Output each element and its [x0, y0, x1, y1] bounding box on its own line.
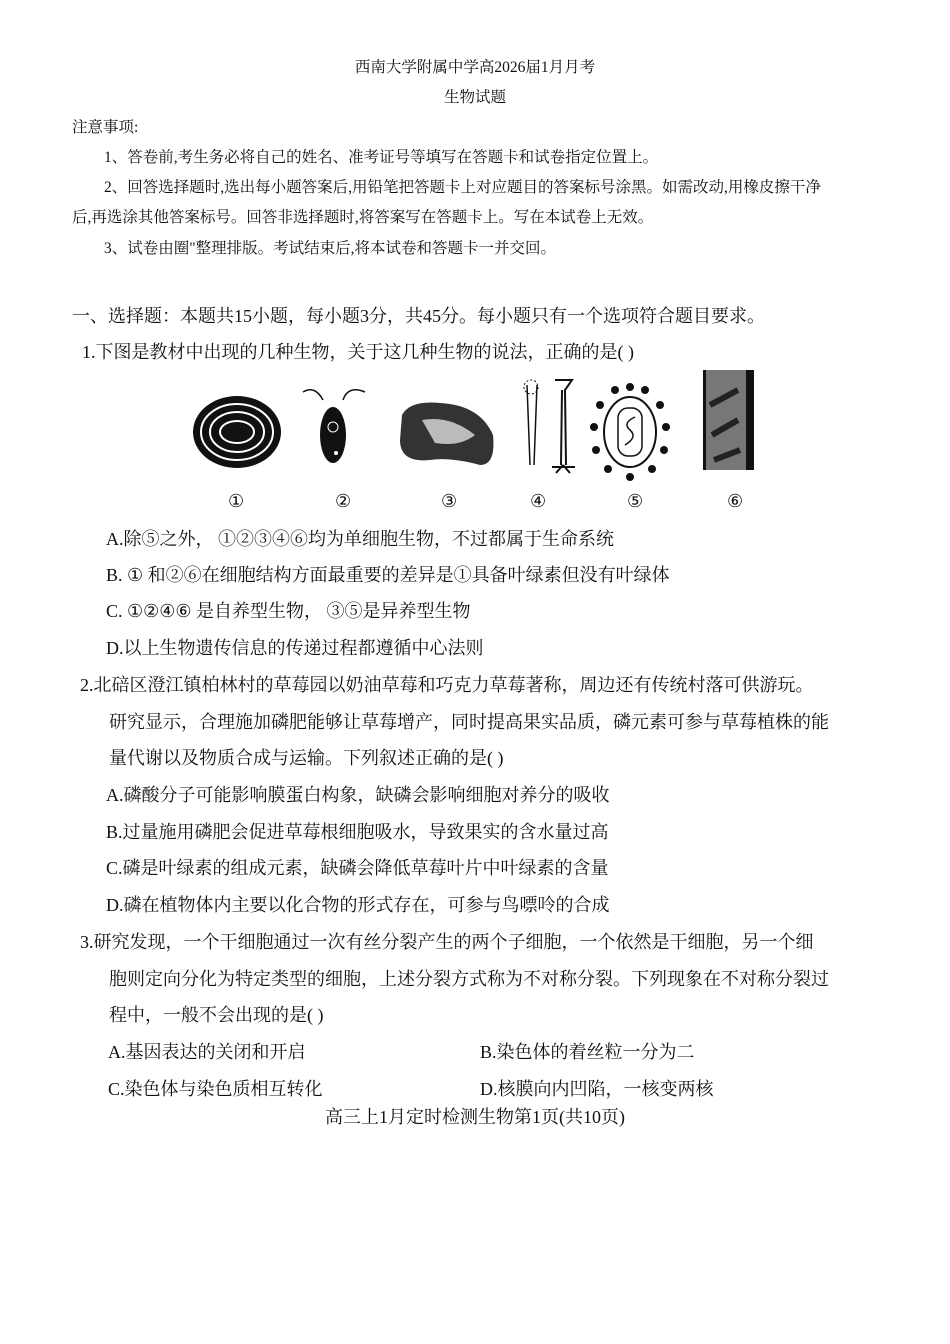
organism-4-icon: [524, 380, 575, 473]
question-2-option-c: C.磷是叶绿素的组成元素，缺磷会降低草莓叶片中叶绿素的含量: [106, 858, 609, 878]
question-1-stem: 1.下图是教材中出现的几种生物，关于这几种生物的说法，正确的是( ): [82, 342, 634, 362]
page-footer: 高三上1月定时检测生物第1页(共10页): [325, 1107, 625, 1127]
notice-heading: 注意事项:: [72, 119, 139, 136]
figure-label: ④: [530, 491, 547, 511]
organism-1-icon: [193, 396, 281, 468]
notice-item: 2、回答选择题时,选出每小题答案后,用铅笔把答题卡上对应题目的答案标号涂黑。如需改动,用橡皮擦干净: [104, 179, 821, 196]
organism-2-icon: [303, 390, 365, 463]
organism-5-icon: [590, 383, 670, 481]
organism-6-icon: [703, 370, 754, 470]
question-3-option-c: C.染色体与染色质相互转化: [108, 1079, 323, 1099]
figure-label: ⑥: [727, 491, 744, 511]
question-2-stem: 研究显示，合理施加磷肥能够让草莓增产，同时提高果实品质，磷元素可参与草莓植株的能: [109, 712, 829, 732]
notice-item: 1、答卷前,考生务必将自己的姓名、准考证号等填写在答题卡和试卷指定位置上。: [104, 149, 659, 166]
question-1-option-d: D.以上生物遗传信息的传递过程都遵循中心法则: [106, 638, 484, 658]
notice-item: 后,再选涂其他答案标号。回答非选择题时,将答案写在答题卡上。写在本试卷上无效。: [72, 209, 654, 226]
figure-label: ⑤: [627, 491, 644, 511]
question-2-stem: 2.北碚区澄江镇柏林村的草莓园以奶油草莓和巧克力草莓著称，周边还有传统村落可供游玩。: [80, 675, 814, 695]
question-2-option-a: A.磷酸分子可能影响膜蛋白构象，缺磷会影响细胞对养分的吸收: [106, 785, 610, 805]
question-1-option-b: B. ① 和②⑥在细胞结构方面最重要的差异是①具备叶绿素但没有叶绿体: [106, 565, 670, 585]
question-1-option-c: C. ①②④⑥ 是自养型生物， ③⑤是异养型生物: [106, 601, 471, 621]
section-heading: 一、选择题：本题共15小题，每小题3分，共45分。每小题只有一个选项符合题目要求。: [72, 306, 765, 326]
question-3-stem: 胞则定向分化为特定类型的细胞，上述分裂方式称为不对称分裂。下列现象在不对称分裂过: [109, 969, 829, 989]
question-3-option-d: D.核膜向内凹陷，一核变两核: [480, 1079, 714, 1099]
figure-label: ③: [441, 491, 458, 511]
question-2-stem: 量代谢以及物质合成与运输。下列叙述正确的是( ): [109, 748, 504, 768]
figure-label: ②: [335, 491, 352, 511]
question-2-option-d: D.磷在植物体内主要以化合物的形式存在，可参与鸟嘌呤的合成: [106, 895, 610, 915]
question-3-stem: 3.研究发现，一个干细胞通过一次有丝分裂产生的两个子细胞，一个依然是干细胞，另一个细: [80, 932, 814, 952]
question-3-stem: 程中，一般不会出现的是( ): [109, 1005, 324, 1025]
organism-3-icon: [400, 403, 493, 466]
notice-item: 3、试卷由圈"整理排版。考试结束后,将本试卷和答题卡一并交回。: [104, 240, 556, 257]
exam-subtitle: 生物试题: [443, 89, 506, 106]
question-3-option-b: B.染色体的着丝粒一分为二: [480, 1042, 695, 1062]
organisms-figure: [190, 365, 770, 515]
question-2-option-b: B.过量施用磷肥会促进草莓根细胞吸水，导致果实的含水量过高: [106, 822, 609, 842]
question-1-option-a: A.除⑤之外， ①②③④⑥均为单细胞生物，不过都属于生命系统: [106, 529, 614, 549]
figure-label: ①: [228, 491, 245, 511]
question-3-option-a: A.基因表达的关闭和开启: [108, 1042, 306, 1062]
exam-title: 西南大学附属中学高2026届1月月考: [354, 59, 596, 76]
